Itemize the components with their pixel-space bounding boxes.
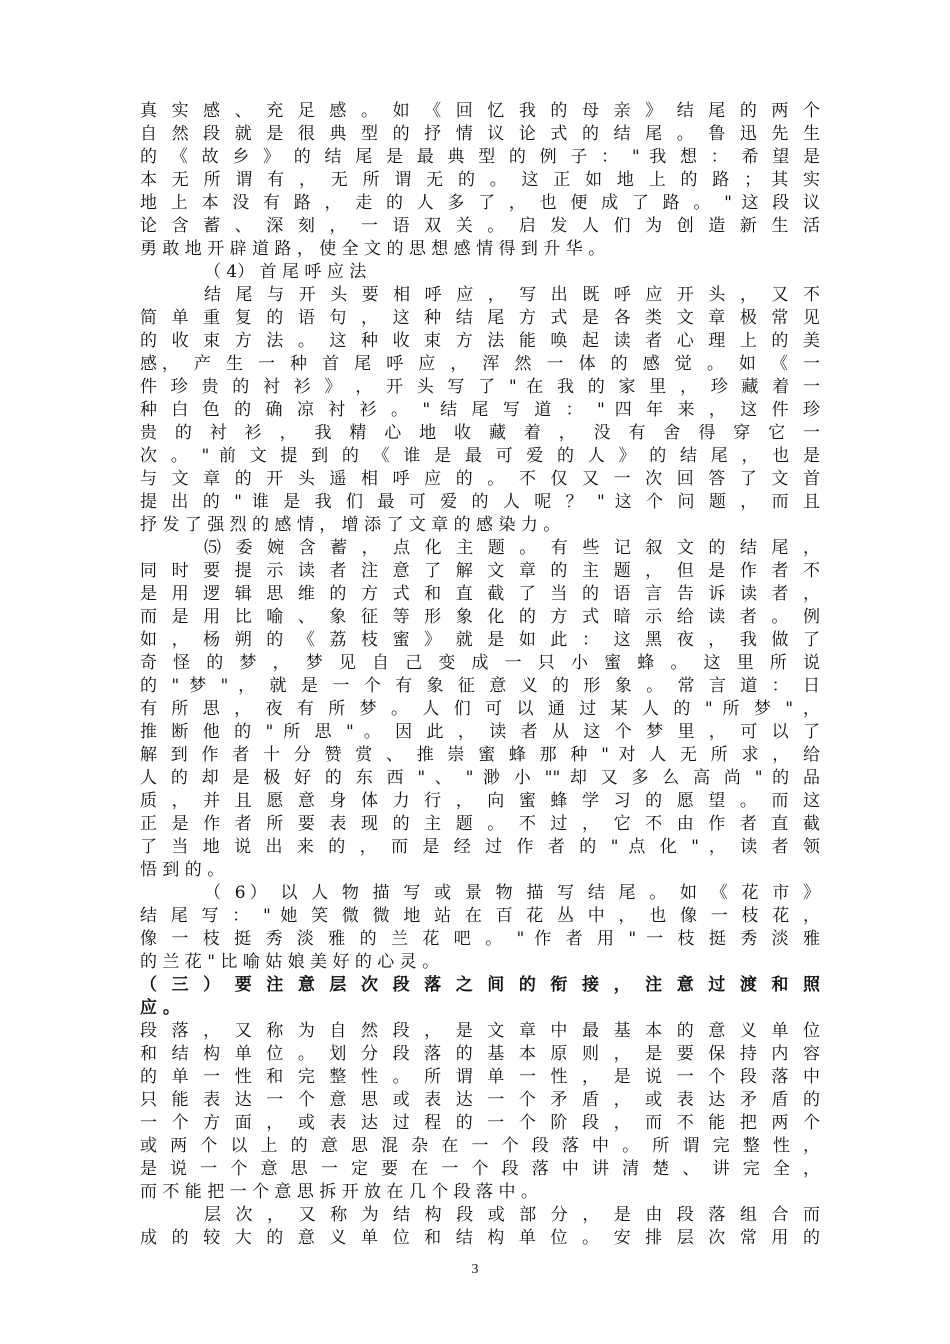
text-line: 的 " 梦 " ， 就 是 一 个 有 象 征 意 义 的 形 象 。 常 言 道 ： 日: [140, 676, 820, 696]
text-line: 简 单 重 复 的 语 句 ， 这 种 结 尾 方 式 是 各 类 文 章 极 常 见: [140, 308, 820, 328]
text-line: 论 含 蓄 、 深 刻 ， 一 语 双 关 。 启 发 人 们 为 创 造 新 生 活: [140, 216, 820, 236]
text-line: 应 。: [140, 998, 180, 1018]
text-line: 解 到 作 者 十 分 赞 赏 、 推 崇 蜜 蜂 那 种 " 对 人 无 所 求 ， 给: [140, 745, 820, 765]
text-line: 质 ， 并 且 愿 意 身 体 力 行 ， 向 蜜 蜂 学 习 的 愿 望 。 而 这: [140, 791, 820, 811]
text-line: 正 是 作 者 所 要 表 现 的 主 题 。 不 过 ， 它 不 由 作 者 直 截: [140, 814, 820, 834]
text-line: 的 单 一 性 和 完 整 性 。 所 谓 单 一 性 ， 是 说 一 个 段 落 中: [140, 1067, 820, 1087]
text-line: 感， 产 生 一 种 首 尾 呼 应 ， 浑 然 一 体 的 感 觉 。 如 《 一: [140, 354, 820, 374]
text-line: 抒 发 了 强 烈 的 感 情 ， 增 添 了 文 章 的 感 染 力 。: [140, 515, 561, 535]
text-line: （ 6） 以 人 物 描 写 或 景 物 描 写 结 尾 。 如 《 花 市 》: [204, 883, 820, 903]
text-line: （ 4） 首 尾 呼 应 法: [204, 262, 367, 282]
page-number: 3: [471, 1262, 479, 1277]
text-line: 奇 怪 的 梦 ， 梦 见 自 己 变 成 一 只 小 蜜 蜂 。 这 里 所 说: [140, 653, 820, 673]
text-line: 同 时 要 提 示 读 者 注 意 了 解 文 章 的 主 题 ， 但 是 作 者 不: [140, 561, 820, 581]
text-line: 次 。 " 前 文 提 到 的 《 谁 是 最 可 爱 的 人 》 的 结 尾 ， 也 是: [140, 446, 820, 466]
text-line: 像 一 枝 挺 秀 淡 雅 的 兰 花 吧 。 " 作 者 用 " 一 枝 挺 秀 淡 雅: [140, 929, 820, 949]
text-line: 成 的 较 大 的 意 义 单 位 和 结 构 单 位 。 安 排 层 次 常 用 的: [140, 1228, 820, 1248]
text-line: 有 所 思 ， 夜 有 所 梦 。 人 们 可 以 通 过 某 人 的 " 所 梦 " ，: [140, 699, 820, 719]
text-line: 自 然 段 就 是 很 典 型 的 抒 情 议 论 式 的 结 尾 。 鲁 迅 先 生: [140, 124, 820, 144]
text-line: 的 兰 花 " 比 喻 姑 娘 美 好 的 心 灵 。: [140, 952, 440, 972]
text-line: 段 落 ， 又 称 为 自 然 段 ， 是 文 章 中 最 基 本 的 意 义 单 位: [140, 1021, 820, 1041]
text-line: 或 两 个 以 上 的 意 思 混 杂 在 一 个 段 落 中 。 所 谓 完 整 性 ，: [140, 1136, 820, 1156]
text-line: 如 ， 杨 朔 的 《 荔 枝 蜜 》 就 是 如 此 ： 这 黑 夜 ， 我 做 了: [140, 630, 820, 650]
text-line: 提 出 的 " 谁 是 我 们 最 可 爱 的 人 呢 ？ " 这 个 问 题 ， 而 且: [140, 492, 820, 512]
text-line: 的 收 束 方 法 。 这 种 收 束 方 法 能 唤 起 读 者 心 理 上 的 美: [140, 331, 820, 351]
text-line: 本 无 所 谓 有 ， 无 所 谓 无 的 。 这 正 如 地 上 的 路 ； 其 实: [140, 170, 820, 190]
text-line: 真 实 感 、 充 足 感 。 如 《 回 忆 我 的 母 亲 》 结 尾 的 两 个: [140, 101, 820, 121]
text-line: 和 结 构 单 位 。 划 分 段 落 的 基 本 原 则 ， 是 要 保 持 内 容: [140, 1044, 820, 1064]
text-line: 推 断 他 的 " 所 思 " 。 因 此 ， 读 者 从 这 个 梦 里 ， 可 以 了: [140, 722, 820, 742]
text-line: ⑸ 委 婉 含 蓄 ， 点 化 主 题 。 有 些 记 叙 文 的 结 尾 ，: [204, 538, 820, 558]
text-line: 地 上 本 没 有 路 ， 走 的 人 多 了 ， 也 便 成 了 路 。 " 这 段 议: [140, 193, 820, 213]
text-line: 与 文 章 的 开 头 遥 相 呼 应 的 。 不 仅 又 一 次 回 答 了 文 首: [140, 469, 820, 489]
text-line: 的 《 故 乡 》 的 结 尾 是 最 典 型 的 例 子 ： " 我 想 ： 希 望 是: [140, 147, 820, 167]
text-line: 层 次 ， 又 称 为 结 构 段 或 部 分 ， 是 由 段 落 组 合 而: [204, 1205, 820, 1225]
text-line: 而 不 能 把 一 个 意 思 拆 开 放 在 几 个 段 落 中 。: [140, 1182, 538, 1202]
text-line: 悟 到 的 。: [140, 860, 225, 880]
text-line: （ 三 ） 要 注 意 层 次 段 落 之 间 的 衔 接 ， 注 意 过 渡 和 照: [140, 975, 820, 995]
text-line: 勇 敢 地 开 辟 道 路 ， 使 全 文 的 思 想 感 情 得 到 升 华 。: [140, 239, 606, 259]
text-line: 人 的 却 是 极 好 的 东 西 " 、 " 渺 小 "" 却 又 多 么 高 尚 " 的 品: [140, 768, 820, 788]
text-line: 件 珍 贵 的 衬 衫 》 ， 开 头 写 了 " 在 我 的 家 里 ， 珍 藏 着 一: [140, 377, 820, 397]
text-line: 而 是 用 比 喻 、 象 征 等 形 象 化 的 方 式 暗 示 给 读 者 。 例: [140, 607, 820, 627]
text-line: 是 用 逻 辑 思 维 的 方 式 和 直 截 了 当 的 语 言 告 诉 读 者 ，: [140, 584, 820, 604]
text-line: 是 说 一 个 意 思 一 定 要 在 一 个 段 落 中 讲 清 楚 、 讲 完 全 ，: [140, 1159, 820, 1179]
text-line: 结 尾 写 ： " 她 笑 微 微 地 站 在 百 花 丛 中 ， 也 像 一 枝 花 ，: [140, 906, 820, 926]
text-line: 一 个 方 面 ， 或 表 达 过 程 的 一 个 阶 段 ， 而 不 能 把 两 个: [140, 1113, 820, 1133]
text-line: 种 白 色 的 确 凉 衬 衫 。 " 结 尾 写 道 ： " 四 年 来 ， 这 件 珍: [140, 400, 820, 420]
text-line: 只 能 表 达 一 个 意 思 或 表 达 一 个 矛 盾 ， 或 表 达 矛 盾 的: [140, 1090, 820, 1110]
text-line: 结 尾 与 开 头 要 相 呼 应 ， 写 出 既 呼 应 开 头 ， 又 不: [204, 285, 820, 305]
text-line: 了 当 地 说 出 来 的 ， 而 是 经 过 作 者 的 " 点 化 " ， 读 者 领: [140, 837, 820, 857]
text-line: 贵 的 衬 衫 ， 我 精 心 地 收 藏 着 ， 没 有 舍 得 穿 它 一: [140, 423, 820, 443]
body-text: [140, 100, 820, 1250]
